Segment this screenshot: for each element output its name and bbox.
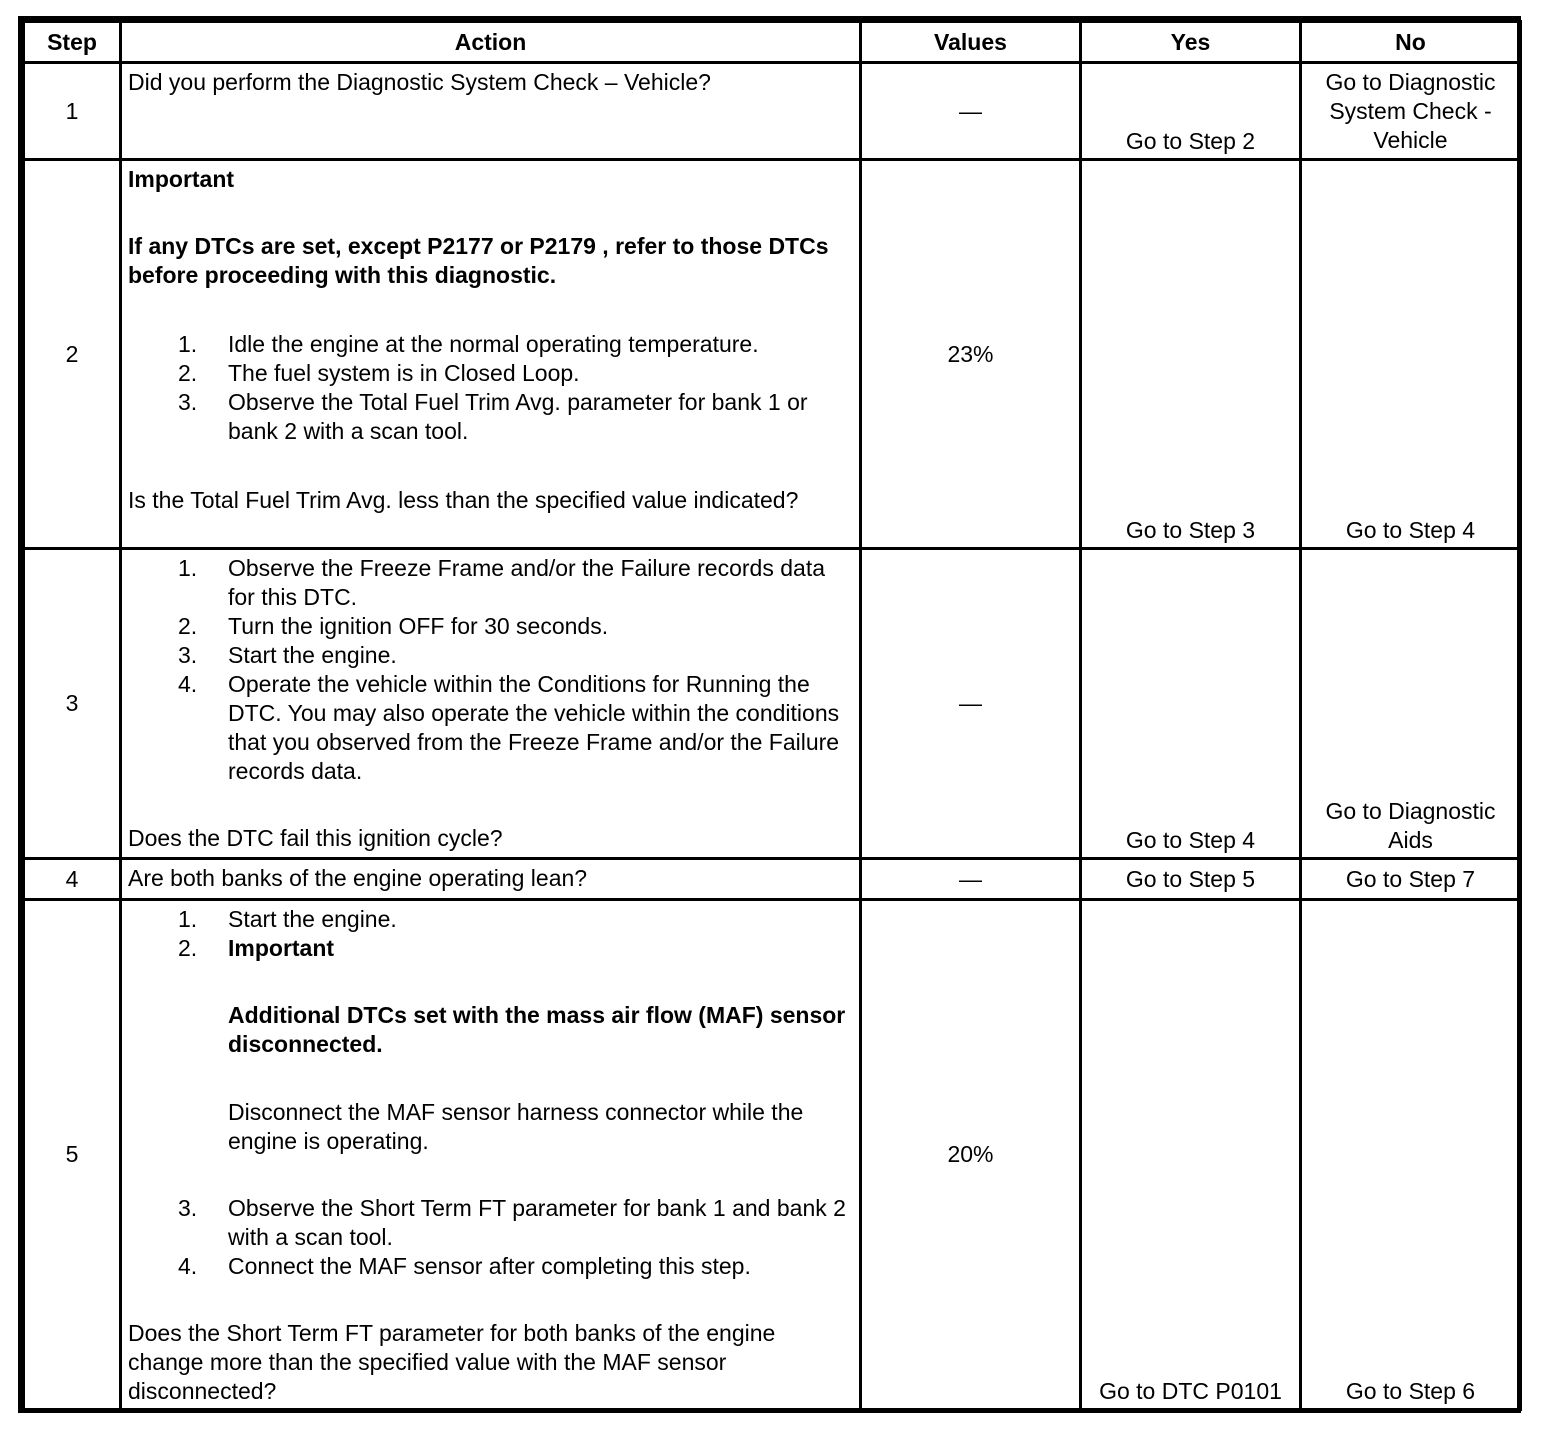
header-action: Action [121, 22, 861, 63]
instruction-list [128, 554, 853, 786]
list-item: 3. Observe the Total Fuel Trim Avg. parameter for bank 1 or bank 2 with a scan tool. [178, 389, 808, 444]
list-item: 2. The fuel system is in Closed Loop. [178, 360, 580, 386]
table-row [24, 160, 1521, 549]
header-yes: Yes [1081, 22, 1301, 63]
action-question: Does the DTC fail this ignition cycle? [128, 825, 503, 851]
header-step: Step [24, 22, 121, 63]
no-cell: Go to Step 7 [1301, 859, 1521, 900]
list-item: 1. Observe the Freeze Frame and/or the Failure records data for this DTC. [178, 555, 826, 610]
important-note: Additional DTCs set with the mass air flow (MAF) sensor disconnected. [228, 1002, 846, 1057]
value-cell: — [861, 63, 1081, 160]
action-question: Are both banks of the engine operating lean? [128, 864, 588, 891]
step-number: 5 [24, 900, 121, 1410]
list-item: 4. Operate the vehicle within the Conditions for Running the DTC. You may also operate the vehicle within the conditions that you observed from the Freeze Frame and/or the Failure records data. [178, 671, 840, 784]
action-question: Did you perform the Diagnostic System Check – Vehicle? [128, 69, 711, 95]
yes-cell: Go to Step 5 [1081, 859, 1301, 900]
list-item: 1. Idle the engine at the normal operating temperature. [178, 331, 759, 357]
header-row [24, 22, 1521, 63]
important-note: If any DTCs are set, except P2177 or P2179 , refer to those DTCs before proceeding with this diagnostic. [128, 233, 829, 288]
table-row [24, 900, 1521, 1410]
yes-cell: Go to Step 2 [1081, 63, 1301, 160]
step-number: 4 [24, 859, 121, 900]
diagnostic-table [22, 20, 1522, 1411]
value-cell: 23% [861, 160, 1081, 549]
action-question: Is the Total Fuel Trim Avg. less than the specified value indicated? [128, 487, 799, 513]
important-label: Important [228, 935, 335, 961]
step-number: 1 [24, 63, 121, 160]
value-cell: 20% [861, 900, 1081, 1410]
list-item: 1. Start the engine. [178, 906, 397, 932]
action-cell [121, 63, 861, 160]
yes-cell: Go to Step 4 [1081, 549, 1301, 859]
table-row [24, 859, 1521, 900]
no-cell: Go to Diagnostic Aids [1301, 549, 1521, 859]
table-row [24, 549, 1521, 859]
no-cell: Go to Step 6 [1301, 900, 1521, 1410]
action-cell [121, 160, 861, 549]
list-item: 3. Start the engine. [178, 642, 397, 668]
action-question: Does the Short Term FT parameter for both banks of the engine change more than the specified value with the MAF sensor disconnected? [128, 1320, 776, 1404]
instruction-list [128, 330, 853, 446]
list-item: 2. Turn the ignition OFF for 30 seconds. [178, 613, 609, 639]
diagnostic-table-container [18, 16, 1521, 1413]
no-cell: Go to Step 4 [1301, 160, 1521, 549]
table-row [24, 63, 1521, 160]
yes-cell: Go to DTC P0101 [1081, 900, 1301, 1410]
yes-cell: Go to Step 3 [1081, 160, 1301, 549]
action-cell [121, 549, 861, 859]
header-no: No [1301, 22, 1521, 63]
no-cell: Go to Diagnostic System Check - Vehicle [1301, 63, 1521, 160]
step-number: 3 [24, 549, 121, 859]
value-cell: — [861, 859, 1081, 900]
action-cell [121, 859, 861, 900]
header-values: Values [861, 22, 1081, 63]
list-item: 4. Connect the MAF sensor after completing this step. [178, 1253, 751, 1279]
step-number: 2 [24, 160, 121, 549]
list-item: 2. Important Additional DTCs set with the mass air flow (MAF) sensor disconnected. Disconnect the MAF sensor harness connector while the engine is operating. [128, 934, 853, 1194]
value-cell: — [861, 549, 1081, 859]
important-label: Important [128, 166, 235, 192]
instruction-list [128, 905, 853, 1281]
list-item: 3. Observe the Short Term FT parameter for bank 1 and bank 2 with a scan tool. [178, 1195, 846, 1250]
list-item-text: Disconnect the MAF sensor harness connector while the engine is operating. [228, 1099, 804, 1154]
action-cell [121, 900, 861, 1410]
